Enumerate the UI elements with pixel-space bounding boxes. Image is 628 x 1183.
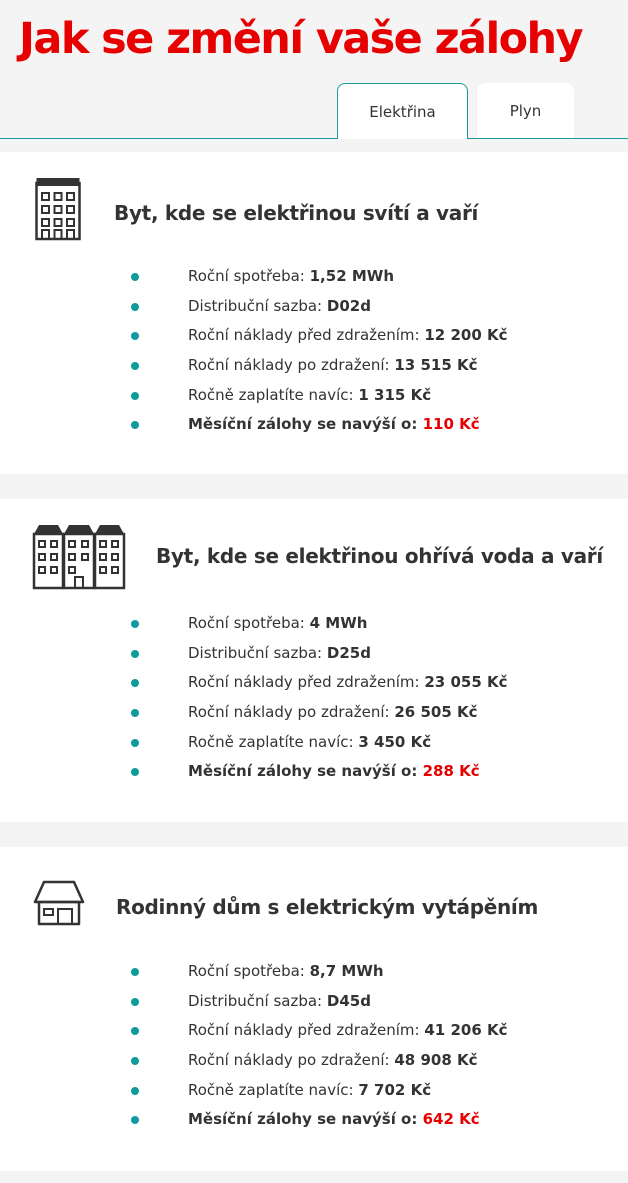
apartment-buildings-icon — [32, 524, 126, 590]
tab-elektrina[interactable]: Elektřina — [337, 83, 468, 139]
fact-annual-consumption: Roční spotřeba: 4 MWh — [0, 609, 628, 639]
bullet-dot — [131, 768, 139, 776]
bullet-dot — [131, 739, 139, 747]
fact-extra-yearly: Ročně zaplatíte navíc: 3 450 Kč — [0, 728, 628, 758]
bullet-dot — [131, 303, 139, 311]
card-family-house-heating — [0, 847, 628, 1171]
bullet-dot — [131, 620, 139, 628]
fact-cost-before: Roční náklady před zdražením: 23 055 Kč — [0, 668, 628, 698]
fact-monthly-increase: Měsíční zálohy se navýší o: 288 Kč — [0, 757, 628, 787]
fact-cost-after: Roční náklady po zdražení: 26 505 Kč — [0, 698, 628, 728]
fact-extra-yearly: Ročně zaplatíte navíc: 1 315 Kč — [0, 381, 628, 411]
bullet-dot — [131, 392, 139, 400]
card-apartment-light-cooking — [0, 152, 628, 474]
fact-cost-after: Roční náklady po zdražení: 48 908 Kč — [0, 1046, 628, 1076]
apartment-building-icon — [35, 177, 81, 241]
fact-extra-yearly: Ročně zaplatíte navíc: 7 702 Kč — [0, 1076, 628, 1106]
facts-list — [0, 262, 628, 440]
fact-annual-consumption: Roční spotřeba: 1,52 MWh — [0, 262, 628, 292]
card-apartment-water-cooking — [0, 499, 628, 822]
fact-distribution-rate: Distribuční sazba: D25d — [0, 639, 628, 669]
page-title: Jak se změní vaše zálohy — [19, 14, 582, 64]
fact-distribution-rate: Distribuční sazba: D02d — [0, 292, 628, 322]
card-title: Byt, kde se elektřinou svítí a vaří — [114, 201, 479, 225]
bullet-dot — [131, 1116, 139, 1124]
header — [0, 0, 628, 139]
fact-annual-consumption: Roční spotřeba: 8,7 MWh — [0, 957, 628, 987]
bullet-dot — [131, 1087, 139, 1095]
bullet-dot — [131, 421, 139, 429]
tab-bar — [0, 83, 628, 139]
bullet-dot — [131, 332, 139, 340]
bullet-dot — [131, 709, 139, 717]
fact-cost-after: Roční náklady po zdražení: 13 515 Kč — [0, 351, 628, 381]
fact-monthly-increase: Měsíční zálohy se navýší o: 110 Kč — [0, 410, 628, 440]
card-title: Rodinný dům s elektrickým vytápěním — [116, 895, 539, 919]
house-icon — [33, 880, 85, 926]
fact-cost-before: Roční náklady před zdražením: 41 206 Kč — [0, 1016, 628, 1046]
fact-distribution-rate: Distribuční sazba: D45d — [0, 987, 628, 1017]
bullet-dot — [131, 1027, 139, 1035]
bullet-dot — [131, 650, 139, 658]
bullet-dot — [131, 1057, 139, 1065]
fact-monthly-increase: Měsíční zálohy se navýší o: 642 Kč — [0, 1105, 628, 1135]
facts-list — [0, 957, 628, 1135]
facts-list — [0, 609, 628, 787]
bullet-dot — [131, 362, 139, 370]
tab-plyn[interactable]: Plyn — [477, 83, 574, 138]
bullet-dot — [131, 273, 139, 281]
bullet-dot — [131, 968, 139, 976]
fact-cost-before: Roční náklady před zdražením: 12 200 Kč — [0, 321, 628, 351]
bullet-dot — [131, 679, 139, 687]
card-title: Byt, kde se elektřinou ohřívá voda a vaří — [156, 544, 603, 568]
bullet-dot — [131, 998, 139, 1006]
